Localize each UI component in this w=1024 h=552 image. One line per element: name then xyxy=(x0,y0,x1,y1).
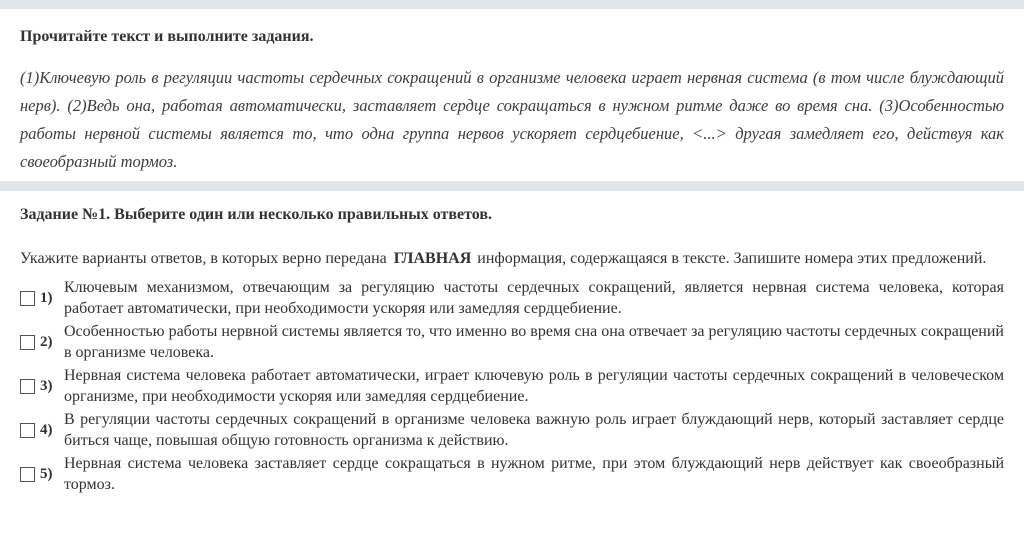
answer-checkbox[interactable] xyxy=(20,379,35,394)
answer-option-lead xyxy=(20,290,64,307)
answer-option-lead xyxy=(20,466,64,483)
reading-section xyxy=(0,9,1024,181)
answer-text: Нервная система человека заставляет сердце сокращаться в нужном ритме, при этом блуждающий нерв действует как своеобразный тормоз. xyxy=(64,455,1004,493)
answer-option xyxy=(20,321,1004,363)
answer-option xyxy=(20,409,1004,451)
answer-option-lead xyxy=(20,422,64,439)
answer-number: 4) xyxy=(40,421,53,438)
answer-text: В регуляции частоты сердечных сокращений в организме человека важную роль играет блуждающий нерв, который заставляет сердце биться чаще, повышая общую готовность организма к действию. xyxy=(64,411,1004,449)
answer-checkbox[interactable] xyxy=(20,335,35,350)
reading-header: Прочитайте текст и выполните задания. xyxy=(20,28,314,45)
options-list xyxy=(20,277,1004,495)
task-instruction xyxy=(20,247,1004,270)
answer-text: Особенностью работы нервной системы является то, что именно во время сна она отвечает за регуляцию частоты сердечных сокращений в организме человека. xyxy=(64,323,1004,361)
instruction-emphasis: ГЛАВНАЯ xyxy=(393,250,472,267)
task-header: Задание №1. Выберите один или несколько правильных ответов. xyxy=(20,206,493,223)
answer-text: Нервная система человека работает автоматически, играет ключевую роль в регуляции частоты сердечных сокращений в человеческом организме, при необходимости ускоряя или замедляя сердцебиение. xyxy=(64,367,1004,405)
answer-number: 2) xyxy=(40,333,53,350)
answer-checkbox[interactable] xyxy=(20,467,35,482)
instruction-text-after: информация, содержащаяся в тексте. Запишите номера этих предложений. xyxy=(477,250,987,267)
answer-checkbox[interactable] xyxy=(20,291,35,306)
answer-text: Ключевым механизмом, отвечающим за регуляцию частоты сердечных сокращений, является нервная система человека, которая работает автоматически, при необходимости ускоряя или замедляя сердцебиение. xyxy=(64,279,1004,317)
answer-option xyxy=(20,277,1004,319)
answer-checkbox[interactable] xyxy=(20,423,35,438)
task-section xyxy=(0,191,1024,495)
instruction-text-before: Укажите варианты ответов, в которых верно передана xyxy=(20,250,387,267)
answer-option-lead xyxy=(20,334,64,351)
answer-option-lead xyxy=(20,378,64,395)
answer-option xyxy=(20,365,1004,407)
answer-number: 1) xyxy=(40,289,53,306)
section-divider xyxy=(0,181,1024,191)
top-divider xyxy=(0,0,1024,9)
answer-option xyxy=(20,453,1004,495)
answer-number: 5) xyxy=(40,465,53,482)
answer-number: 3) xyxy=(40,377,53,394)
reading-passage: (1)Ключевую роль в регуляции частоты сердечных сокращений в организме человека играет нервная система (в том числе блуждающий нерв). (2)Ведь она, работая автоматически, заставляет сердце сокращаться в нужном ритме даже во время сна. (3)Особенностью работы нервной системы является то, что одна группа нервов ускоряет сердцебиение, <...> другая замедляет его, действуя как своеобразный тормоз. xyxy=(20,68,1004,171)
